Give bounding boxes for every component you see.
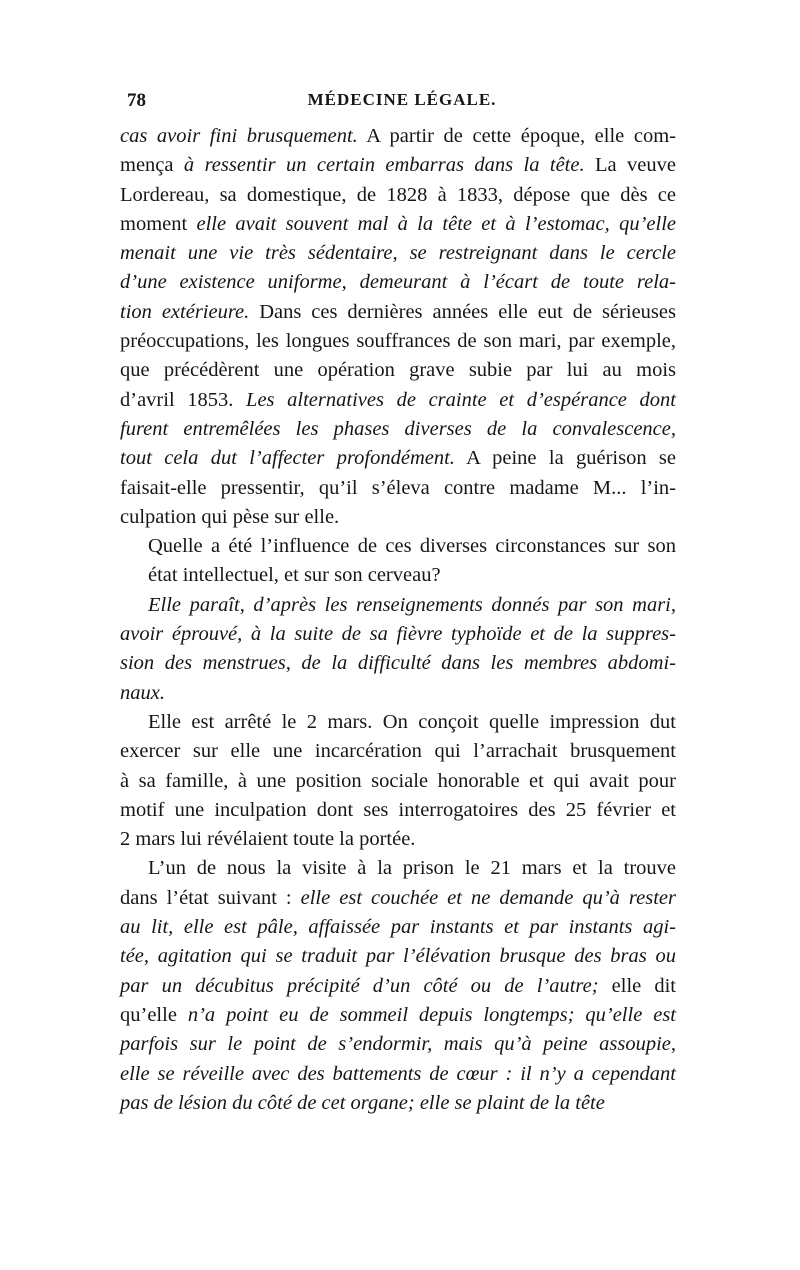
- text-line: [120, 503, 676, 532]
- text-line: [120, 708, 676, 737]
- text-run: motif une inculpation dont ses interrogatoires des 25 février et: [120, 798, 676, 821]
- text-line: [120, 298, 676, 327]
- italic-run: Elle paraît, d’après les renseignements donnés par son mari,: [148, 593, 676, 616]
- italic-run: cas avoir fini brusquement.: [120, 125, 358, 147]
- text-line: [120, 1030, 676, 1059]
- text-run: 2 mars lui révélaient toute la portée.: [120, 828, 416, 851]
- text-run: elle dit: [598, 974, 676, 997]
- italic-run: Les alternatives de crainte et d’espérance dont: [246, 388, 676, 411]
- text-run: mença: [120, 154, 184, 177]
- text-line: [120, 767, 676, 796]
- italic-run: elle est couchée et ne demande qu’à rester: [300, 886, 676, 909]
- text-line: [120, 972, 676, 1001]
- italic-run: tion extérieure.: [120, 300, 250, 323]
- text-line: [120, 210, 676, 239]
- text-run: Lordereau, sa domestique, de 1828 à 1833, dépose que dès ce: [120, 183, 676, 206]
- italic-run: parfois sur le point de s’endormir, mais qu’à peine assoupie,: [120, 1033, 676, 1056]
- text-run: Elle est arrêté le 2 mars. On conçoit quelle impression dut: [148, 710, 676, 733]
- text-line: [120, 1089, 676, 1118]
- text-run: L’un de nous la visite à la prison le 21 mars et la trouve: [148, 857, 676, 880]
- text-run: faisait-elle pressentir, qu’il s’éleva contre madame M... l’in-: [120, 476, 676, 499]
- italic-run: n’a point eu de sommeil depuis longtemps; qu’elle est: [187, 1003, 676, 1026]
- italic-run: au lit, elle est pâle, affaissée par instants et par instants agi-: [120, 916, 676, 939]
- text-line: [120, 474, 676, 503]
- text-line: [120, 356, 676, 385]
- text-run: qu’elle: [120, 1003, 188, 1026]
- text-line: [120, 1060, 676, 1089]
- text-run: Quelle a été l’influence de ces diverses circonstances sur son: [148, 535, 676, 558]
- italic-run: à ressentir un certain embarras dans la tête.: [183, 154, 585, 177]
- text-line: [120, 268, 676, 297]
- text-line: [120, 122, 676, 151]
- text-run: A peine la guérison se: [454, 447, 677, 470]
- text-run: dans l’état suivant :: [120, 886, 301, 909]
- text-line: [120, 913, 676, 942]
- text-line: [120, 591, 676, 620]
- text-run: moment: [120, 212, 197, 235]
- text-line: [120, 942, 676, 971]
- text-run: état intellectuel, et sur son cerveau?: [148, 564, 441, 587]
- italic-run: elle avait souvent mal à la tête et à l’estomac, qu’elle: [196, 212, 676, 235]
- text-line: [120, 532, 676, 561]
- text-line: [120, 415, 676, 444]
- text-line: [120, 239, 676, 268]
- text-run: A partir de cette époque, elle com-: [357, 125, 676, 147]
- text-run: d’avril 1853.: [120, 388, 247, 411]
- text-run: à sa famille, à une position sociale honorable et qui avait pour: [120, 769, 676, 792]
- italic-run: elle se plaint de la tête: [419, 1091, 605, 1114]
- text-line: [120, 327, 676, 356]
- text-line: [120, 444, 676, 473]
- text-line: [120, 1001, 676, 1030]
- text-line: [120, 649, 676, 678]
- italic-run: tée, agitation qui se traduit par l’élévation brusque des bras ou: [120, 945, 676, 968]
- italic-run: naux.: [120, 681, 165, 704]
- italic-run: sion des menstrues, de la difficulté dans les membres abdomi-: [120, 652, 676, 675]
- italic-run: par un décubitus précipité d’un côté ou de l’autre;: [120, 974, 599, 997]
- running-title: MÉDECINE LÉGALE.: [307, 90, 497, 109]
- text-line: [120, 796, 676, 825]
- body-text: [120, 122, 676, 1118]
- text-line: [120, 386, 676, 415]
- text-line: [120, 181, 676, 210]
- italic-run: furent entremêlées les phases diverses de la convalescence,: [120, 417, 676, 440]
- text-line: [120, 884, 676, 913]
- italic-run: avoir éprouvé, à la suite de sa fièvre typhoïde et de la suppres-: [120, 623, 676, 646]
- page-number: 78: [127, 90, 146, 111]
- text-line: [120, 679, 676, 708]
- text-run: que précédèrent une opération grave subie par lui au mois: [120, 359, 676, 382]
- text-line: [120, 737, 676, 766]
- page-header: [127, 90, 677, 120]
- text-line: [120, 854, 676, 883]
- text-run: culpation qui pèse sur elle.: [120, 505, 340, 528]
- italic-run: menait une vie très sédentaire, se restreignant dans le cercle: [120, 242, 676, 265]
- italic-run: elle se réveille avec des battements de cœur : il n’y a cependant: [120, 1062, 676, 1085]
- italic-run: tout cela dut l’affecter profondément.: [120, 447, 455, 470]
- text-line: [120, 620, 676, 649]
- text-line: [120, 825, 676, 854]
- text-run: Dans ces dernières années elle eut de sérieuses: [249, 300, 676, 323]
- text-run: préoccupations, les longues souffrances de son mari, par exemple,: [120, 330, 676, 353]
- text-run: exercer sur elle une incarcération qui l’arrachait brusquement: [120, 740, 676, 763]
- text-line: [120, 561, 676, 590]
- text-run: La veuve: [584, 154, 676, 177]
- text-line: [120, 151, 676, 180]
- italic-run: d’une existence uniforme, demeurant à l’écart de toute rela-: [120, 271, 676, 294]
- italic-run: pas de lésion du côté de cet organe;: [120, 1091, 415, 1114]
